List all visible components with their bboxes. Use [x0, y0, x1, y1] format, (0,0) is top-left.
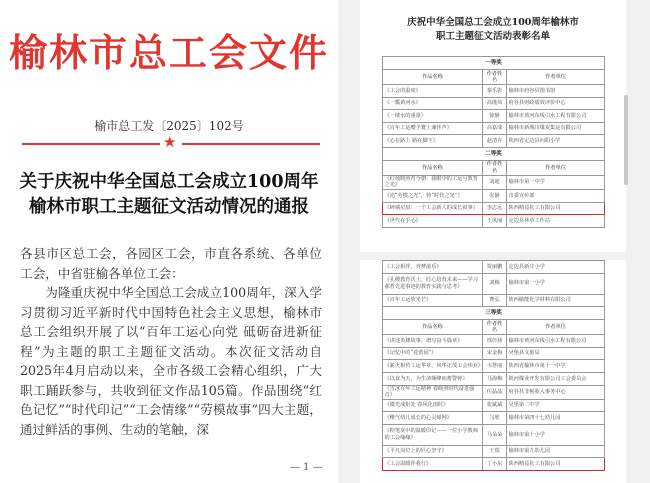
author-name: 马海梅 — [483, 372, 507, 385]
prize-row — [383, 57, 605, 70]
prize-row — [383, 147, 605, 160]
author-unit: 府谷县财政绩效评价中心 — [507, 97, 605, 110]
work-title: 《工会的温度》 — [383, 85, 483, 98]
author-unit: 陕西精益化工有限公司 — [507, 202, 605, 215]
star-icon: ★ — [163, 133, 177, 151]
author-name: 刘梅 — [483, 273, 507, 294]
author-name: 刘迪 — [483, 175, 507, 189]
prize-label: 一等奖 — [383, 57, 605, 70]
author-name: 韦慧丽 — [483, 360, 507, 373]
author-name: 张斌斌 — [483, 399, 507, 412]
scrollbar[interactable] — [624, 95, 628, 185]
work-title: 《世代在手心》 — [383, 215, 483, 228]
red-divider-right — [182, 143, 320, 145]
list-page-2 — [360, 260, 626, 483]
work-title: 《工会相伴，青梦滋乐》 — [383, 261, 483, 274]
work-title-header: 作品名称 — [383, 70, 483, 85]
author-header: 作者姓名 — [483, 320, 507, 335]
table-row — [383, 189, 605, 202]
author-header: 作者姓名 — [483, 160, 507, 175]
author-name: 宋金梅 — [483, 347, 507, 360]
document-viewer-right — [338, 0, 650, 483]
table-row — [383, 175, 605, 189]
table-row — [383, 273, 605, 294]
author-unit: 榆林市第四十七幼儿园 — [507, 412, 605, 425]
author-name: 邢佳扬 — [483, 335, 507, 348]
work-title: 《孔稷教育沃土，匠心培育未来——学习郝哲先进事迹的教育实践与思考》 — [383, 273, 483, 294]
author-unit: 陕西精益化工有限公司 — [507, 458, 605, 471]
salutation — [20, 244, 322, 283]
work-title: 《记忆中的“花蕾园”》 — [383, 347, 483, 360]
author-name: 任晶晶 — [483, 385, 507, 399]
table-row — [383, 372, 605, 385]
table-row — [383, 360, 605, 373]
document-title-line1: 关于庆祝中华全国总工会成立100周年 — [19, 172, 319, 192]
table-row — [383, 412, 605, 425]
award-table-1 — [382, 56, 605, 228]
author-name: 贾丽鹏 — [483, 261, 507, 274]
prize-label: 三等奖 — [383, 307, 605, 320]
author-name: 马欣 — [483, 412, 507, 425]
author-unit: 榆林市第一中学 — [507, 175, 605, 189]
header-row — [383, 320, 605, 335]
table-row — [383, 202, 605, 215]
author-name: 王凤丽 — [483, 215, 507, 228]
author-name: 曹弘 — [483, 294, 507, 307]
work-title: 《一缕水的重量》 — [383, 110, 483, 123]
author-unit: 榆林市黄河东线引水工程有限公司 — [507, 335, 605, 348]
author-name: 丁小东 — [483, 458, 507, 471]
author-unit: 市委宣传部 — [507, 189, 605, 202]
table-row — [383, 335, 605, 348]
table-row — [383, 347, 605, 360]
author-name: 赵清卉 — [483, 135, 507, 148]
work-title: 《心在路上 路在脚下》 — [383, 135, 483, 148]
table-row — [383, 294, 605, 307]
author-unit: 榆林市黄河东线引水工程有限公司 — [507, 110, 605, 123]
header-row — [383, 160, 605, 175]
work-title: 《薪火相传工运华章，风华正茂工会伟业》 — [383, 360, 483, 373]
list-title-line1: 庆祝中华全国总工会成立100周年榆林市 — [407, 17, 579, 28]
header-row — [383, 70, 605, 85]
work-title: 《工会温暖伴我行》 — [383, 458, 483, 471]
author-unit: 榆林市新城川煤炭集运有限公司 — [507, 122, 605, 135]
table-row — [383, 110, 605, 123]
table-row — [383, 97, 605, 110]
author-unit: 榆林市第九幼儿园 — [507, 445, 605, 458]
work-title: 《红烛映照育今朝：我眼中的工运与教育之光》 — [383, 175, 483, 189]
work-title: 《粉笔灰中的温暖印记——一位小学教师的工会缘缘》 — [383, 424, 483, 445]
table-row — [383, 135, 605, 148]
author-unit: 定边县林草工作站 — [507, 215, 605, 228]
unit-header: 作者单位 — [507, 70, 605, 85]
prize-label: 二等奖 — [383, 147, 605, 160]
work-title: 《稚气幼儿成长的心灵缔网》 — [383, 412, 483, 425]
red-divider-left — [22, 143, 160, 145]
body-paragraph: 为隆重庆祝中华全国总工会成立100周年，深入学习贯彻习近平新时代中国特色社会主义思想，榆林市总工会组织开展了以“百年工运心向党 砥砺奋进新征程”为主题的职工主题征文活动。本次征文活动自2025年4月启动以来，全市各级工会精心组织，广大职工踊跃参与，共收到征文作品105篇。作品围绕“红色记忆”“时代印记”“工会情缘”“劳模故事”四大主题，通过鲜活的事例、生动的笔触，深 — [20, 285, 322, 437]
table-row — [383, 261, 605, 274]
table-row — [383, 215, 605, 228]
salutation-line1: 各县市区总工会，各园区工会，市直各系统、各单位工会， — [20, 246, 322, 281]
salutation-line2: 中省驻榆各单位工会： — [57, 265, 184, 281]
author-unit: 陕西省定边县向阳小学 — [507, 135, 605, 148]
author-unit: 陕西省榆林市第十一中学 — [507, 360, 605, 373]
work-title: 《微光成炬处 春风化雨时》 — [383, 399, 483, 412]
author-unit: 锁河煤业开发有限公司工会委员会 — [507, 372, 605, 385]
award-table-2 — [382, 260, 605, 471]
table-row — [383, 122, 605, 135]
list-title-line2: 职工主题征文活动表彰名单 — [435, 31, 550, 42]
table-row — [383, 85, 605, 98]
table-row — [383, 424, 605, 445]
work-title-header: 作品名称 — [383, 160, 483, 175]
table-row — [383, 445, 605, 458]
author-name: 马朵朵 — [483, 424, 507, 445]
author-unit: 府谷县非税收入事务中心 — [507, 385, 605, 399]
work-title: 《讲述英雄故事，谱写奋斗篇章》 — [383, 335, 483, 348]
author-name: 张静 — [483, 189, 507, 202]
author-name: 王瑞 — [483, 445, 507, 458]
work-title: 《百年工运赠予寰土兼佳声》 — [383, 122, 483, 135]
table-row — [383, 385, 605, 399]
work-title: 《以食为天，为生命颠峰而蓄警钟》 — [383, 372, 483, 385]
author-unit: 榆林市第十小学 — [507, 424, 605, 445]
page-number: — 1 — — [290, 462, 323, 473]
author-name: 高嘉成 — [483, 122, 507, 135]
work-title: 《一瓢黄河水》 — [383, 97, 483, 110]
author-unit: 吴堡第二中学 — [507, 399, 605, 412]
table-row — [383, 399, 605, 412]
author-unit: 吴堡县文旅局 — [507, 347, 605, 360]
document-number: 榆市总工发〔2025〕102号 — [94, 119, 244, 133]
work-title: 《碎墙星辰：一个工会新人的成长叙事》 — [383, 202, 483, 215]
author-unit: 陕西榆能化学材料有限公司 — [507, 294, 605, 307]
author-unit: 榆林市第一小学 — [507, 273, 605, 294]
work-title: 《平凡岗位上的匠心坚守》 — [383, 445, 483, 458]
author-name: 秦乐影 — [483, 85, 507, 98]
unit-header: 作者单位 — [507, 320, 605, 335]
work-title-header: 作品名称 — [383, 320, 483, 335]
document-body — [20, 244, 322, 439]
work-title: 《百年工运放光芒》 — [383, 294, 483, 307]
author-header: 作者姓名 — [483, 70, 507, 85]
document-title-line2: 榆林市职工主题征文活动情况的通报 — [29, 197, 309, 217]
document-header: 榆林市总工会文件 — [8, 31, 329, 75]
author-unit: 定边县新庄小学 — [507, 261, 605, 274]
work-title: 《雪冰在年工运精神 春映照时代奋进强音》 — [383, 385, 483, 399]
author-name: 高瑾凤 — [483, 97, 507, 110]
author-unit: 榆林市府谷县图书馆 — [507, 85, 605, 98]
prize-row — [383, 307, 605, 320]
work-title: 《追“劳模之光”，铸“时代之光”》 — [383, 189, 483, 202]
author-name: 徐静 — [483, 110, 507, 123]
table-row — [383, 458, 605, 471]
author-name: 李志远 — [483, 202, 507, 215]
unit-header: 作者单位 — [507, 160, 605, 175]
list-page-1 — [360, 0, 626, 252]
